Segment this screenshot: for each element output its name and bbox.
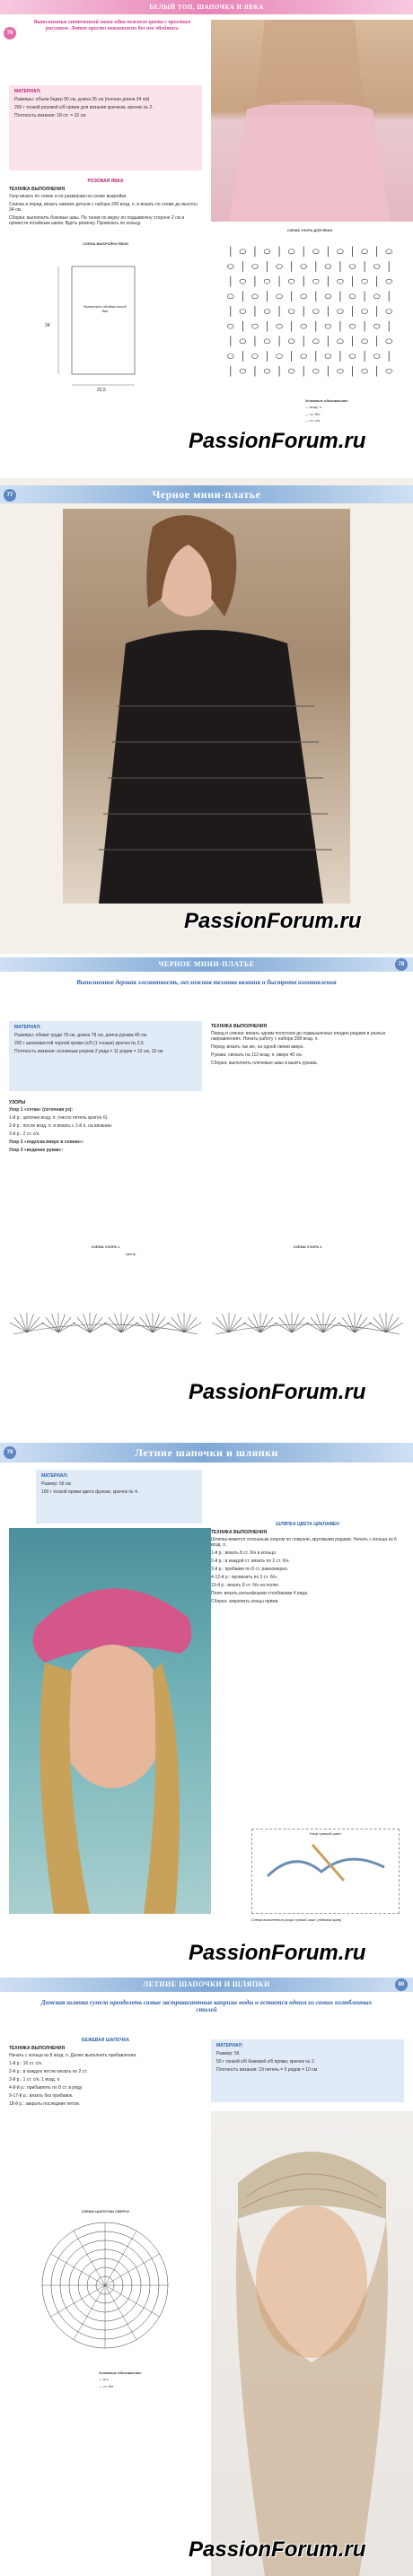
- spread3-patterns-label: УЗОРЫ: [9, 1100, 26, 1105]
- watermark: PassionForum.ru: [189, 1380, 366, 1404]
- spread3-chart1-title: СХЕМА УЗОРА 1: [91, 1244, 120, 1249]
- fan-stroke: [184, 1323, 201, 1332]
- fan-stroke: [27, 1314, 34, 1332]
- spread5-chart: [9, 2210, 202, 2362]
- pattern-rect: [72, 266, 135, 374]
- chain-symbol: [264, 339, 270, 344]
- spread3-technique-label: ТЕХНИКА ВЫПОЛНЕНИЯ: [211, 1024, 268, 1029]
- skirt-shape: [229, 100, 391, 222]
- chain-symbol: [288, 249, 294, 254]
- fan-stroke: [73, 1323, 90, 1332]
- chain-symbol: [349, 354, 356, 358]
- spread3-material-line: 200 г шелковистой черной пряжи (х/б (1 тонкая) крючок № 2,5.: [14, 1041, 145, 1046]
- spread2-photo-dress: [63, 509, 350, 904]
- fan-stroke: [177, 1314, 184, 1332]
- spread1-page-num: 76: [4, 27, 16, 39]
- chain-symbol: [325, 354, 331, 358]
- fan-stroke: [153, 1317, 165, 1332]
- chain-symbol: [373, 324, 380, 328]
- spread5-technique-line: 4-8-й р.: прибавлять по 8 ст. в ряду.: [9, 2085, 83, 2091]
- radial-line: [50, 2254, 105, 2285]
- spread1-legend-item: — возд. п.: [305, 404, 322, 409]
- chain-symbol: [264, 369, 270, 373]
- spread2-page-num: 77: [4, 489, 16, 502]
- pattern-inside-label: Выполнить обойма пособ бин: [83, 304, 127, 313]
- spread3-slogan: Выполненное дерзкая элегантность, несложная техника вязания и быстрота изготовления: [76, 979, 337, 986]
- fan-stroke: [58, 1317, 71, 1332]
- spread4-technique-line: 2-й р.: в каждой ст. вязать по 2 ст. б/н.: [211, 1559, 290, 1564]
- chain-symbol: [301, 294, 307, 299]
- chain-symbol: [349, 264, 356, 268]
- spread4-caption-box: [251, 1829, 400, 1914]
- chain-symbol: [240, 249, 246, 254]
- fan-stroke: [46, 1317, 58, 1332]
- hat-illustration: [9, 1528, 211, 1914]
- spread5-chart-title: СХЕМА ШАПОЧКИ СВЕРХУ: [81, 2209, 130, 2214]
- fan-stroke: [136, 1323, 153, 1332]
- spread5-legend-item: — ст. б/н: [99, 2383, 114, 2388]
- chain-symbol: [227, 324, 233, 328]
- chain-symbol: [312, 249, 319, 254]
- chain-symbol: [264, 309, 270, 313]
- fan-stroke: [292, 1314, 299, 1332]
- fan-stroke: [379, 1314, 386, 1332]
- chain-symbol: [252, 324, 259, 328]
- spread5-legend-item: — в.п.: [99, 2376, 110, 2381]
- fan-stroke: [58, 1314, 66, 1332]
- dress-shape: [99, 630, 323, 904]
- spread4-material-line: 100 г тонкой пряжи цвета фуксии, крючок № 4.: [41, 1489, 139, 1495]
- chain-symbol: [312, 369, 319, 373]
- fan-stroke: [316, 1314, 323, 1332]
- spread3-pattern-line: Узор 2 «подоска вверх в спинке»:: [9, 1140, 84, 1145]
- spread4-technique-line: 1-й р.: вязать 8 ст. б/н в кольцо.: [211, 1550, 277, 1556]
- spread-fuchsia-hat: [0, 1434, 413, 1972]
- chain-symbol: [338, 369, 344, 373]
- spread3-technique: [211, 1021, 404, 1069]
- spread-white-top: [0, 0, 413, 478]
- spread3-pattern-line: 2-й р.: после возд. п. и вязать с 1-й п. на вязании.: [9, 1123, 113, 1129]
- stitch-chart-svg: [211, 1252, 404, 1350]
- fan-stroke: [121, 1323, 138, 1332]
- chain-row: [215, 1324, 400, 1334]
- fan-stroke: [386, 1314, 393, 1332]
- fan-stroke: [260, 1323, 277, 1332]
- spread5-material-line: Размер: 56: [216, 2051, 240, 2056]
- spread3-pattern-line: Узор 3 «ведение рукав»:: [9, 1148, 64, 1153]
- chain-symbol: [386, 309, 392, 313]
- spread3-material-line: Плотность вязания: основным узором 2 ряда = 11 рядов = 10 см, 10 см: [14, 1049, 163, 1054]
- spread3-banner-text: ЧЕРНОЕ МИНИ-ПЛАТЬЕ: [158, 960, 255, 968]
- spread5-legend: [99, 2371, 202, 2391]
- spread1-technique-label: ТЕХНИКА ВЫПОЛНЕНИЯ: [9, 187, 66, 192]
- spread3-chart-1: [9, 1245, 202, 1358]
- fan-stroke: [83, 1314, 90, 1332]
- fan-stroke: [145, 1314, 153, 1332]
- fan-stroke: [222, 1314, 229, 1332]
- spread4-material-label: МАТЕРИАЛ:: [41, 1473, 68, 1479]
- chain-symbol: [325, 294, 331, 299]
- spread5-banner: [0, 1978, 413, 1992]
- spread1-material-label: МАТЕРИАЛ:: [14, 89, 41, 94]
- fan-stroke: [212, 1323, 229, 1332]
- chain-symbol: [240, 339, 246, 344]
- chain-symbol: [312, 339, 319, 344]
- fan-stroke: [90, 1317, 102, 1332]
- spread4-technique-line: Шляпка вяжется сплошным узором по спирали, круговыми рядами. Начать с кольца из 6 возд. п.: [211, 1537, 397, 1548]
- spread1-section-title: РОЗОВАЯ ЯБКА: [87, 179, 124, 184]
- spread4-technique-line: Сборка: закрепить концы пряжи.: [211, 1599, 279, 1604]
- fan-stroke: [386, 1317, 399, 1332]
- fan-stroke: [10, 1323, 27, 1332]
- chain-symbol: [312, 279, 319, 284]
- spread3-material-line: Размеры: обхват груди 78 см, длина 78 см, длина рукава 40 см.: [14, 1033, 148, 1038]
- chain-symbol: [240, 309, 246, 313]
- spread3-material-label: МАТЕРИАЛ:: [14, 1025, 41, 1030]
- chain-symbol: [252, 264, 259, 268]
- spread1-technique: [9, 176, 202, 229]
- chain-symbol: [386, 279, 392, 284]
- spread1-material-line: Плотность вязания: 18 сп. = 10 см: [14, 113, 86, 118]
- chain-symbol: [373, 354, 380, 358]
- stitch-chart-svg: [9, 1252, 202, 1350]
- spread5-technique-line: 9-17-й р.: вязать без прибавок.: [9, 2093, 74, 2099]
- spread5-legend-title: Условные обозначения:: [99, 2371, 142, 2375]
- dress-illustration: [63, 509, 350, 904]
- fan-stroke: [275, 1323, 292, 1332]
- spread5-material-box: [211, 2039, 404, 2102]
- spread1-technique-line: Узор вязать по схеме и по размерам на схеме выкройки.: [9, 194, 127, 199]
- torso-shape: [256, 20, 364, 105]
- radial-line: [105, 2285, 136, 2340]
- chain-symbol: [301, 264, 307, 268]
- fan-stroke: [153, 1314, 160, 1332]
- chain-symbol: [325, 264, 331, 268]
- fan-stroke: [323, 1323, 340, 1332]
- fan-stroke: [347, 1314, 355, 1332]
- watermark: PassionForum.ru: [184, 909, 362, 933]
- spread5-technique-line: 3-й р.: 1 ст. с/н, 1 возд. п.: [9, 2077, 61, 2083]
- chain-symbol: [373, 294, 380, 299]
- chain-symbol: [252, 294, 259, 299]
- pattern-dim-width: 22,5: [97, 388, 106, 393]
- spread4-technique-line: 13-й р.: вязать 8 ст. б/н на полях.: [211, 1583, 280, 1588]
- spread4-technique-line: Поля: вязать рельефными столбиками 4 ряда.: [211, 1591, 309, 1596]
- chain-symbol: [288, 279, 294, 284]
- watermark: PassionForum.ru: [189, 2537, 366, 2562]
- spread4-banner: [0, 1443, 413, 1463]
- chain-symbol: [362, 279, 368, 284]
- spread5-technique: [9, 2035, 202, 2109]
- spread5-technique-line: 18-й р.: закрыть последние петли.: [9, 2101, 81, 2107]
- spread4-page-num: 79: [4, 1446, 16, 1459]
- fan-stroke: [311, 1317, 323, 1332]
- chain-symbol: [264, 249, 270, 254]
- spread3-banner: [0, 957, 413, 972]
- chain-symbol: [362, 309, 368, 313]
- spread1-legend: [305, 399, 404, 426]
- beige-hat-illustration: [211, 2111, 413, 2576]
- spread5-slogan: Дамская шляпка сумела преодолеть самые экстравагантные капризы моды и остается одним из самых излюбленных стилей: [40, 1999, 373, 2014]
- fan-stroke: [292, 1317, 304, 1332]
- chain-symbol: [252, 354, 259, 358]
- fan-stroke: [121, 1314, 128, 1332]
- spread5-section-title: БЕЖЕВАЯ ШАПОЧКА: [82, 2038, 129, 2043]
- radial-line: [105, 2231, 136, 2285]
- spread5-technique-line: 2-й р.: в каждую петлю вязать по 2 ст.: [9, 2069, 88, 2074]
- spread1-legend-item: — ст. б/н: [305, 411, 321, 416]
- crab-stitch-svg: [259, 1840, 393, 1885]
- chain-symbol: [373, 264, 380, 268]
- spread-beige-hat: [0, 1972, 413, 2576]
- radial-line: [50, 2285, 105, 2317]
- spread3-technique-line: Рукава: связать на 112 возд. п. вверх 40 см.: [211, 1052, 303, 1058]
- skirt-illustration: [211, 20, 413, 222]
- spread4-material-box: [36, 1470, 202, 1524]
- spread3-patterns: [9, 1097, 202, 1156]
- fan-stroke: [58, 1323, 75, 1332]
- chain-symbol: [386, 339, 392, 344]
- watermark: PassionForum.ru: [189, 1941, 366, 1965]
- spread3-chart-2: [211, 1245, 404, 1358]
- spread3-chart2-title: СХЕМА УЗОРА 2: [293, 1244, 322, 1249]
- spread4-section-title: ШЛЯПКА ЦВЕТА ЦИКЛАМЕН: [276, 1522, 339, 1527]
- spread1-banner-text: БЕЛЫЙ ТОП, ШАПОЧКА И ЯБКА: [149, 4, 264, 11]
- spread3-technique-line: Сборка: выполнить плечевые швы и вшить рукава.: [211, 1061, 318, 1066]
- spread3-pattern-line: 3-й р.: 2 ст. с/н.: [9, 1131, 40, 1137]
- chain-symbol: [338, 339, 344, 344]
- spread1-pattern-diagram: [9, 242, 202, 408]
- spread1-material-box: [9, 85, 202, 170]
- spread4-technique-line: 3-й р.: прибавки по 8 ст. равномерно.: [211, 1567, 289, 1572]
- spread4-technique: [211, 1519, 404, 1607]
- stitch-chart-svg: [215, 235, 404, 388]
- spread4-technique-line: 4-12-й р.: провязать по 3 ст. б/н.: [211, 1575, 278, 1580]
- chain-symbol: [240, 279, 246, 284]
- chain-symbol: [301, 324, 307, 328]
- spread1-technique-line: Спинка и перед: вязать нижнее детали с набора 200 возд. п. в вязать по схеме до высоты 34 см.: [9, 202, 198, 213]
- chain-symbol: [362, 369, 368, 373]
- pattern-svg: [9, 249, 202, 401]
- chain-symbol: [338, 279, 344, 284]
- chain-symbol: [301, 354, 307, 358]
- spread1-chart-title: СХЕМА УЗОРА ДЛЯ ЯБКИ: [286, 228, 333, 232]
- chain-symbol: [312, 309, 319, 313]
- chain-symbol: [288, 369, 294, 373]
- fan-stroke: [386, 1323, 403, 1332]
- radial-line: [74, 2285, 105, 2340]
- chain-symbol: [338, 249, 344, 254]
- spread5-technique-line: Начать с кольца из 8 возд. п. Далее выполнять прибавления.: [9, 2053, 137, 2058]
- fan-stroke: [184, 1314, 191, 1332]
- chain-symbol: [386, 369, 392, 373]
- chain-symbol: [227, 294, 233, 299]
- stitch-chart-svg: [9, 2216, 202, 2355]
- chain-symbol: [325, 324, 331, 328]
- spread3-pattern-line: 1-й р.: цепочки возд. п. (число петель кратно 6).: [9, 1115, 109, 1121]
- fan-stroke: [14, 1317, 27, 1332]
- chain-symbol: [264, 279, 270, 284]
- fan-stroke: [292, 1323, 309, 1332]
- chain-symbol: [227, 264, 233, 268]
- fan-stroke: [114, 1314, 121, 1332]
- spread-black-dress-photo: [0, 478, 413, 954]
- chain-symbol: [362, 339, 368, 344]
- spread1-material-line: 200 г тонкой розовой х/б пряжи для вязания крючком, крючок № 2.: [14, 105, 154, 110]
- chain-row: [13, 1324, 198, 1334]
- fan-stroke: [355, 1314, 362, 1332]
- spread5-material-line: 50 г тонкой х/б бежевой х/б пряжи, крючок № 2.: [216, 2059, 316, 2065]
- fan-stroke: [338, 1323, 355, 1332]
- chain-symbol: [277, 264, 283, 268]
- fan-stroke: [285, 1314, 292, 1332]
- spread4-material-line: Размер: 56 см: [41, 1481, 71, 1487]
- fan-stroke: [260, 1317, 273, 1332]
- fan-stroke: [20, 1314, 27, 1332]
- fan-stroke: [248, 1317, 260, 1332]
- spread4-caption-title: Узор «рачий шаг»: [309, 1831, 342, 1836]
- radial-line: [105, 2254, 160, 2285]
- spread3-chart-center-label: Центр: [126, 1252, 136, 1256]
- spread1-pattern-title: СХЕМА ВЫКРОЙКИ ЯБКИ: [83, 241, 128, 246]
- chain-symbol: [338, 309, 344, 313]
- pattern-dim-height: 34: [45, 323, 50, 328]
- radial-line: [105, 2285, 160, 2317]
- fan-stroke: [355, 1317, 367, 1332]
- spread5-technique-line: 1-й р.: 16 ст. с/н.: [9, 2061, 43, 2066]
- chain-symbol: [362, 249, 368, 254]
- spread3-technique-line: Перед: вязать так же, на одной линии вверх.: [211, 1044, 304, 1050]
- chain-symbol: [288, 339, 294, 344]
- spread-black-dress-instructions: [0, 954, 413, 1434]
- spread1-banner: [0, 0, 413, 14]
- spread5-banner-text: ЛЕТНИЕ ШАПОЧКИ И ШЛЯПКИ: [143, 1980, 270, 1988]
- fan-stroke: [109, 1317, 121, 1332]
- spread2-banner-text: Черное мини-платье: [152, 488, 261, 501]
- spread5-page-num: 80: [395, 1978, 408, 1991]
- spread1-legend-item: — ст. с/н: [305, 418, 321, 424]
- spread2-banner: [0, 485, 413, 503]
- fan-stroke: [260, 1314, 268, 1332]
- spread5-photo-beige-hat: [211, 2111, 413, 2576]
- fan-stroke: [90, 1314, 97, 1332]
- spread1-technique-line: Сборка: выполнить боковые швы. По талии по верху по подшивочну стороне 2 см и провести потайным швом. Вдеть резинку. Провязать по кольцу.: [9, 215, 185, 226]
- fan-stroke: [104, 1323, 121, 1332]
- fan-stroke: [90, 1323, 107, 1332]
- spread5-material-label: МАТЕРИАЛ:: [216, 2043, 243, 2048]
- spread3-page-num: 78: [395, 958, 408, 971]
- spread3-material-box: [9, 1021, 202, 1091]
- fan-stroke: [323, 1314, 330, 1332]
- spread4-photo-hat: [9, 1528, 211, 1914]
- fan-stroke: [342, 1317, 355, 1332]
- radial-line: [74, 2231, 105, 2285]
- fan-stroke: [184, 1317, 197, 1332]
- spread4-caption-sub: Схема выполнения узора «рачий шаг» (обвязка края): [251, 1917, 342, 1922]
- chain-symbol: [288, 309, 294, 313]
- chain-symbol: [349, 324, 356, 328]
- spread5-material-line: Плотность вязания: 19 петель = 5 рядов = 10 см: [216, 2067, 318, 2073]
- chain-symbol: [386, 249, 392, 254]
- fan-stroke: [216, 1317, 229, 1332]
- chain-symbol: [349, 294, 356, 299]
- spread1-stitch-chart: [215, 229, 404, 395]
- spread3-pattern-line: Узор 1 «сетка» (сеточная уз):: [9, 1107, 74, 1113]
- watermark: PassionForum.ru: [189, 429, 366, 453]
- spread4-technique-label: ТЕХНИКА ВЫПОЛНЕНИЯ: [211, 1530, 268, 1535]
- spread3-technique-line: Перед и спинка: вязать одним полотном до подмышечных впадин рядами в разных направлениях. Начать работу с набора 308 возд. п.: [211, 1031, 386, 1042]
- spread1-photo-skirt: [211, 20, 413, 222]
- fan-stroke: [229, 1314, 236, 1332]
- chain-symbol: [227, 354, 233, 358]
- chain-symbol: [277, 354, 283, 358]
- spread1-legend-title: Условные обозначения:: [305, 398, 348, 403]
- spread5-technique-label: ТЕХНИКА ВЫПОЛНЕНИЯ: [9, 2046, 66, 2051]
- chain-symbol: [277, 294, 283, 299]
- fan-stroke: [140, 1317, 153, 1332]
- spread4-banner-text: Летние шапочки и шляпки: [135, 1446, 278, 1459]
- chain-symbol: [277, 324, 283, 328]
- spread1-material-line: Размеры: объем бедер 90 см, длина 35 см (полная длина 34 см): [14, 97, 150, 102]
- chain-symbol: [240, 369, 246, 373]
- fan-stroke: [306, 1323, 323, 1332]
- fan-stroke: [51, 1314, 58, 1332]
- spread1-slogan: Выполненные отточенной мини-обка нежного цвета с простым рисунком. Летом просто невозможно без нее обойтись: [33, 20, 191, 32]
- fan-stroke: [253, 1314, 260, 1332]
- face-shape: [58, 1645, 166, 1788]
